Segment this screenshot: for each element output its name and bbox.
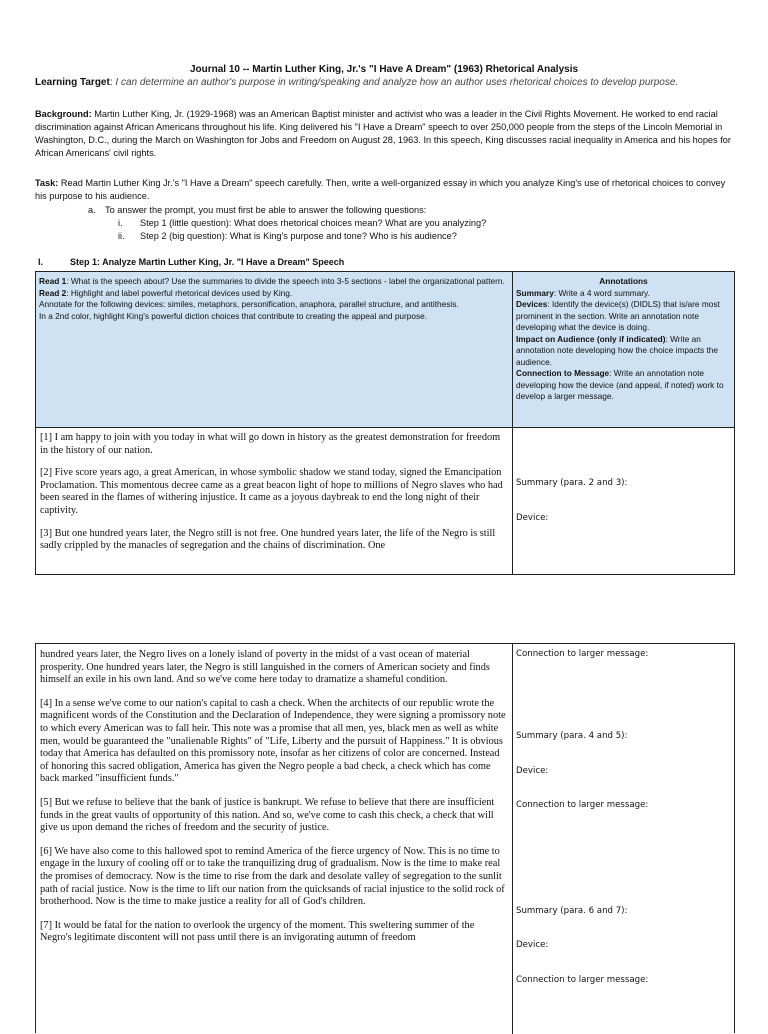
page-title: Journal 10 -- Martin Luther King, Jr.'s "I Have A Dream" (1963) Rhetorical Analysis	[189, 64, 579, 75]
device-label-p2-3: Device:	[516, 513, 549, 523]
summary-label-p2-3: Summary (para. 2 and 3):	[516, 478, 628, 488]
summary-label-p4-5: Summary (para. 4 and 5):	[516, 731, 628, 741]
connection-text: : Write an annotation note developing how the device (and appeal, if noted) work to develop a larger message.	[516, 368, 724, 401]
background-label: Background:	[35, 109, 92, 119]
speech-paragraph-4: [4] In a sense we've come to our nation's capital to cash a check. When the architects of our republic wrote the magnificent words of the Constitution and the Declaration of Independence, they were signing a promissory note to which every American was to fall heir. This note was a promise that all men, yes, black men as well as white men, would be guaranteed the "unalienable Rights" of "Life, Liberty and the pursuit of Happiness." It is obvious today that America has defaulted on this promissory note, insofar as her citizens of color are concerned. Instead of honoring this sacred obligation, America has given the Negro people a bad check, a check which has come back marked "insufficient funds."	[40, 697, 506, 785]
speech-paragraph-7: [7] It would be fatal for the nation to overlook the urgency of the moment. This sweltering summer of the Negro's legitimate discontent will not pass until there is an invigorating autumn of freedom	[40, 919, 475, 944]
speech-paragraph-5: [5] But we refuse to believe that the bank of justice is bankrupt. We refuse to believe that there are insufficient funds in the great vaults of opportunity of this nation. And so, we've come to cash this check, a check that will give us upon demand the riches of freedom and the security of justice.	[40, 796, 495, 834]
speech-paragraph-1: [1] I am happy to join with you today in what will go down in history as the greatest demonstration for freedom in the history of our nation.	[40, 432, 501, 456]
impact-text: : Write an annotation note developing how the choice impacts the audience.	[516, 333, 719, 367]
step-title: Step 1: Analyze Martin Luther King, Jr. "I Have a Dream" Speech	[70, 257, 345, 267]
list-number: ii.	[118, 231, 125, 241]
impact-label: Impact on Audience (only if indicated)	[516, 333, 666, 344]
instructions-cell	[36, 272, 512, 427]
list-number: a.	[88, 205, 96, 215]
diction-instruction: In a 2nd color, highlight King's powerful diction choices that contribute to creating the appeal and purpose.	[39, 310, 428, 321]
device-label-p6-7: Device:	[516, 940, 549, 950]
device-label-p4-5: Device:	[516, 766, 549, 776]
task-text: Read Martin Luther King Jr.'s "I Have a Dream" speech carefully. Then, write a well-organized essay in which you analyze King's use of rhetorical choices to convey his purpose to his audience.	[35, 178, 726, 201]
read1-text: : What is the speech about? Use the summaries to divide the speech into 3-5 sections - label the organizational pattern.	[66, 276, 505, 286]
speech-cell-page2	[36, 649, 512, 945]
annotations-cell	[513, 272, 734, 427]
learning-target-label: Learning Target	[35, 77, 110, 88]
list-number: i.	[118, 218, 123, 228]
summary-text: : Write a 4 word summary.	[553, 287, 650, 298]
background-paragraph	[35, 108, 735, 160]
task-label: Task:	[35, 178, 59, 188]
speech-paragraph-3: [3] But one hundred years later, the Negro still is not free. One hundred years later, the life of the Negro is still sadly crippled by the manacles of segregation and the chains of discrimination. One	[40, 527, 496, 552]
task-item-a	[88, 204, 426, 217]
speech-paragraph-6: [6] We have also come to this hallowed spot to remind America of the fierce urgency of Now. This is no time to engage in the luxury of cooling off or to take the tranquilizing drug of gradualism. Now is the time to make real the promises of democracy. Now is the time to rise from the dark and desolate valley of segregation to the sunlit path of racial justice. Now is the time to lift our nation from the quicksands of racial injustice to the solid rock of brotherhood. Now is the time to make justice a reality for all of God's children.	[40, 845, 505, 908]
annotations-heading: Annotations	[599, 276, 648, 286]
step-heading	[38, 257, 344, 267]
devices-instruction: Annotate for the following devices: similes, metaphors, personification, anaphora, parallel structure, and antithesis.	[39, 299, 459, 309]
row-divider	[36, 427, 734, 428]
connection-label: Connection to Message	[516, 368, 610, 378]
column-divider	[512, 644, 513, 1034]
summary-label: Summary	[516, 287, 554, 298]
connection-label-p4-5: Connection to larger message:	[516, 800, 649, 810]
devices-text: : Identify the device(s) (DIDLS) that is/are most prominent in the section. Write an annotation note developing what the device is doing.	[516, 299, 720, 332]
speech-paragraph-3-cont: hundred years later, the Negro lives on a lonely island of poverty in the midst of a vast ocean of material prosperity. One hundred years later, the Negro is still languished in the corners of American society and finds himself an exile in his own land. And so we've come here today to dramatize a shameful condition.	[40, 649, 490, 686]
speech-paragraph-2: [2] Five score years ago, a great American, in whose symbolic shadow we stand today, signed the Emancipation Proclamation. This momentous decree came as a great beacon light of hope to millions of Negro slaves who had been seared in the flames of withering injustice. It came as a joyous daybreak to end the long night of their captivity.	[40, 467, 503, 516]
summary-label-p6-7: Summary (para. 6 and 7):	[516, 906, 628, 916]
connection-label-p6-7: Connection to larger message:	[516, 975, 649, 985]
learning-target-text: I can determine an author's purpose in writing/speaking and analyze how an author uses rhetorical choices to develop purpose.	[115, 77, 679, 88]
list-item-text: Step 1 (little question): What does rhetorical choices mean? What are you analyzing?	[140, 218, 487, 228]
read2-text: : Highlight and label powerful rhetorical devices used by King.	[66, 287, 293, 298]
task-item-i	[118, 217, 486, 230]
list-item-text: To answer the prompt, you must first be able to answer the following questions:	[105, 205, 427, 215]
connection-label-1: Connection to larger message:	[516, 649, 649, 659]
devices-label: Devices	[516, 299, 548, 309]
read1-label: Read 1	[39, 276, 67, 286]
task-paragraph	[35, 177, 735, 203]
learning-target: Learning Target: I can determine an author's purpose in writing/speaking and analyze how an author uses rhetorical choices to develop purpose.	[35, 77, 679, 88]
analysis-table-page1	[35, 271, 735, 575]
list-item-text: Step 2 (big question): What is King's purpose and tone? Who is his audience?	[140, 231, 457, 241]
read2-label: Read 2	[39, 287, 67, 298]
speech-cell	[36, 430, 512, 574]
column-divider	[512, 272, 513, 574]
step-number: I.	[38, 257, 44, 267]
task-item-ii	[118, 230, 457, 243]
background-text: Martin Luther King, Jr. (1929-1968) was an American Baptist minister and activist who was a leader in the Civil Rights Movement. He worked to end racial discrimination against African Americans throughout his life. King delivered his "I Have a Dream" speech to over 250,000 people from the steps of the Lincoln Memorial in Washington, D.C., during the March on Washington for Jobs and Freedom on August 28, 1963. In this speech, King discusses racial inequality in America and his hopes for African Americans' civil rights.	[35, 109, 731, 158]
